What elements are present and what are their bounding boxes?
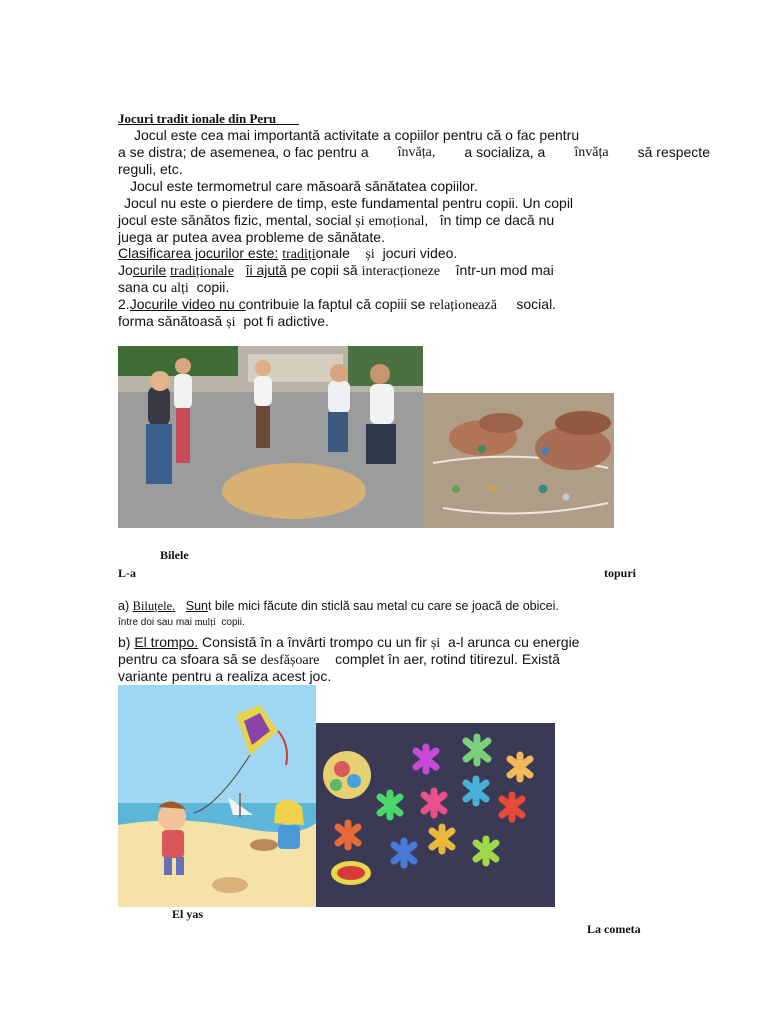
item-b-line-3: variante pentru a realiza acest joc. <box>118 668 332 684</box>
page-title: Jocuri tradit ionale din Peru <box>118 111 277 126</box>
paragraph-1-line-2: a se distra; de asemenea, o fac pentru a învăța, a socializa, a învăța să respecte <box>118 144 710 160</box>
paragraph-1-line-3: reguli, etc. <box>118 161 183 177</box>
caption-el-yas: El yas <box>172 907 204 921</box>
item-b-line-2: pentru ca sfoara să se desfășoare complet în aer, rotind titirezul. Există <box>118 651 560 668</box>
paragraph-3-line-1: Jocul nu este o pierdere de timp, este fundamental pentru copii. Un copil <box>124 195 574 211</box>
paragraph-1-line-1: Jocul este cea mai importantă activitate a copiilor pentru că o fac pentru <box>134 127 580 143</box>
marbles-photo <box>423 393 614 528</box>
video-games-line-2: forma sănătoasă și pot fi adictive. <box>118 313 329 330</box>
item-a-line-2: între doi sau mai mulți copii. <box>118 617 245 628</box>
caption-topuri: topuri <box>604 566 637 580</box>
video-games-line-1: 2.Jocurile video nu contribuie la faptul că copiii se relaționează social. <box>118 296 557 313</box>
caption-la: L-a <box>118 566 136 580</box>
paragraph-2: Jocul este termometrul care măsoară sănătatea copiilor. <box>130 178 478 194</box>
jacks-photo <box>316 723 555 907</box>
classification-line: Clasificarea jocurilor este: tradiționale și jocuri video. <box>118 245 458 262</box>
children-playing-tops-photo <box>118 346 423 528</box>
traditional-games-line-2: sana cu alți copii. <box>118 279 230 296</box>
paragraph-3-line-3: juega ar putea avea probleme de sănătate. <box>118 229 385 245</box>
traditional-games-line-1: Jocurile tradiționale îi ajută pe copii să interacționeze într-un mod mai <box>118 262 554 279</box>
kite-cartoon-image <box>118 685 316 907</box>
caption-la-cometa: La cometa <box>587 922 641 936</box>
item-b-line-1: b) El trompo. Consistă în a învârti trompo cu un fir și a-l arunca cu energie <box>118 634 580 651</box>
caption-bilele: Bilele <box>160 548 189 562</box>
paragraph-3-line-2: jocul este sănătos fizic, mental, social și emoțional, în timp ce dacă nu <box>118 212 555 229</box>
item-a-line-1: a) Biluțele. Sunt bile mici făcute din sticlă sau metal cu care se joacă de obicei. <box>118 599 559 613</box>
